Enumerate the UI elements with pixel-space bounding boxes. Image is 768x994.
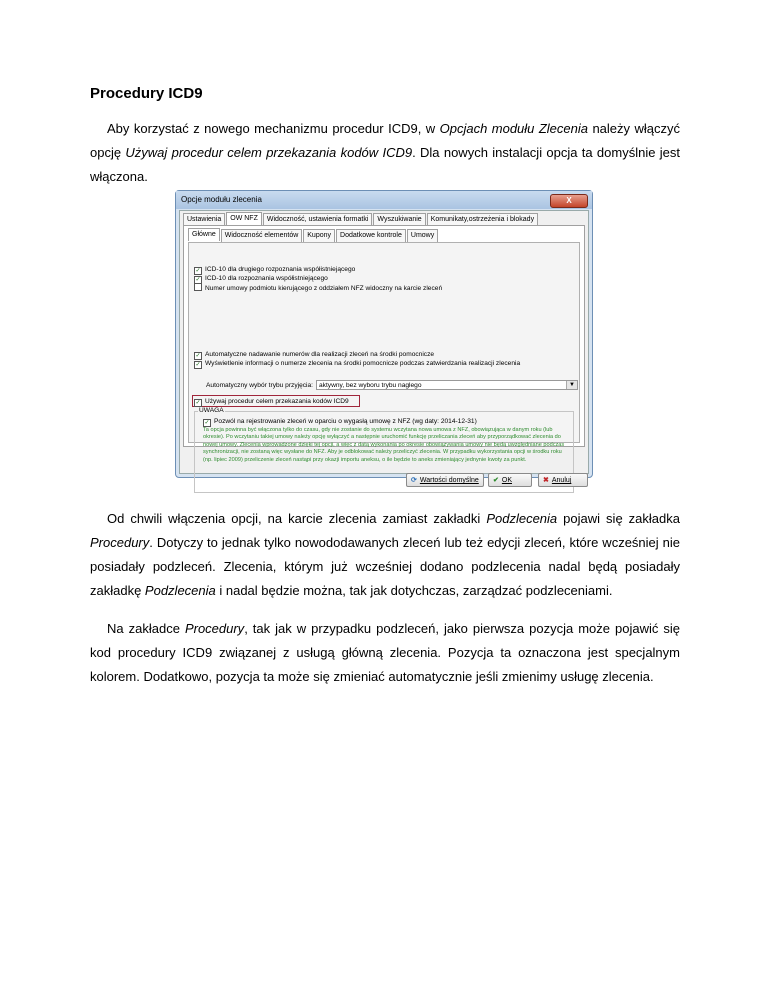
checkbox-label: Używaj procedur celem przekazania kodów ICD9 bbox=[205, 397, 349, 405]
cancel-button[interactable] bbox=[538, 473, 588, 487]
admission-mode-select[interactable] bbox=[316, 380, 578, 390]
text-run: należy włączyć opcję bbox=[90, 121, 680, 160]
subtab-dodatkowe-kontrole[interactable]: Dodatkowe kontrole bbox=[336, 229, 406, 242]
text-run: Aby korzystać z nowego mechanizmu procedur ICD9, w bbox=[107, 121, 440, 136]
ok-button[interactable] bbox=[488, 473, 532, 487]
italic-term: Używaj procedur celem przekazania kodów ICD9 bbox=[125, 145, 413, 160]
select-value: aktywny, bez wyboru trybu naglego bbox=[319, 382, 422, 389]
checkbox-box[interactable]: ✓ bbox=[195, 399, 201, 406]
checkbox-label: Pozwól na rejestrowanie zleceń w oparciu o wygasłą umowę z NFZ (wg daty: 2014-12-31) bbox=[214, 418, 477, 425]
italic-term: Opcjach modułu Zlecenia bbox=[439, 121, 588, 136]
text-run: Od chwili włączenia opcji, na karcie zlecenia zamiast zakładki bbox=[107, 511, 487, 526]
defaults-button[interactable] bbox=[406, 473, 484, 487]
checkbox-box[interactable]: ✓ bbox=[195, 277, 201, 283]
checkbox-show-order-number[interactable] bbox=[194, 359, 520, 368]
checkbox-icd10[interactable] bbox=[194, 274, 328, 283]
italic-term: Podzlecenia bbox=[486, 511, 558, 526]
subtab-umowy[interactable]: Umowy bbox=[407, 229, 438, 242]
subtab-kupony[interactable]: Kupony bbox=[303, 229, 335, 242]
warning-title: UWAGA bbox=[199, 407, 224, 414]
checkbox-box[interactable]: ✓ bbox=[195, 268, 201, 274]
admission-mode-label: Automatyczny wybór trybu przyjęcia: bbox=[206, 382, 314, 389]
paragraph-intro bbox=[90, 117, 680, 189]
subtab-panel bbox=[188, 242, 580, 463]
checkbox-box[interactable]: ✓ bbox=[195, 362, 201, 368]
tab-ow-nfz[interactable]: OW NFZ bbox=[226, 212, 262, 225]
refresh-icon: ⟳ bbox=[411, 477, 417, 484]
checkbox-label: Automatyczne nadawanie numerów dla realizacji zleceń na środki pomocnicze bbox=[205, 351, 435, 358]
checkbox-expired-contract[interactable] bbox=[203, 417, 477, 427]
text-run: i nadal będzie można, tak jak dotychczas, zarządzać podzleceniami. bbox=[215, 583, 613, 598]
close-icon[interactable]: X bbox=[550, 194, 588, 208]
dialog-title: Opcje modułu zlecenia bbox=[176, 191, 592, 209]
text-run: pojawi się zakładka bbox=[557, 511, 680, 526]
checkbox-use-icd9[interactable] bbox=[194, 397, 349, 406]
subtab-widocznosc-elementow[interactable]: Widoczność elementów bbox=[221, 229, 303, 242]
tab-komunikaty[interactable]: Komunikaty,ostrzeżenia i blokady bbox=[427, 213, 538, 226]
check-icon: ✔ bbox=[493, 477, 499, 484]
chevron-down-icon[interactable]: ▼ bbox=[566, 381, 577, 389]
text-run: Na zakładce bbox=[107, 621, 185, 636]
dialog-body bbox=[179, 210, 589, 484]
options-dialog bbox=[175, 190, 593, 484]
text-run: , tak jak w przypadku podzleceń, jako pierwsza pozycja może pojawić się kod procedury ICD9 związanej z usługą główną zlecenia. Pozycja ta oznaczona jest specjalnym kolorem. Dodatkowo, pozycja ta może się zmieniać automatycznie jeśli zmienimy usługę zlecenia. bbox=[90, 621, 680, 684]
checkbox-auto-numbering[interactable] bbox=[194, 350, 434, 359]
paragraph-tab-change bbox=[90, 507, 680, 603]
checkbox-label: ICD-10 dla drugiego rozpoznania współistniejącego bbox=[205, 266, 356, 273]
cross-icon: ✖ bbox=[543, 477, 549, 484]
italic-term: Procedury bbox=[90, 535, 150, 550]
checkbox-contract-number[interactable] bbox=[194, 283, 442, 292]
warning-text: Ta opcja powinna być włączona tylko do czasu, gdy nie zostanie do systemu wczytana nowa umowa z NFZ, obowiązująca w danym roku (lub okresie). Po wczytaniu takiej umowy należy opcję wyłączyć a następnie uruchomić funkcję przeliczania zleceń aby przyporządkować zlecenia do nowej umowy. Zlecenia wprowadzone dzięki tej opcji, a więc z datą wykonania po okresie obowiązywania umowy nie będą uwzględniane podczas synchronizacji, nie zostaną więc wysłane do NFZ. Aby je odblokować należy przeliczyć zlecenia. W przypadku wykorzystania opcji w środku roku (np. lipiec 2009) przeliczenie zleceń nastąpi przy okazji importu aneksu, o ile będzie to aneks zmieniający jednynie kwoty za punkt. bbox=[203, 427, 565, 463]
tab-widocznosc[interactable]: Widoczność, ustawienia formatki bbox=[263, 213, 373, 226]
text-run: . Dotyczy to jednak tylko nowododawanych zleceń lub też edycji zleceń, które wcześniej nie posiadały podzleceń. Zlecenia, którym już wcześniej dodano podzlecenia nadal będą posiadały zakładkę bbox=[90, 535, 680, 598]
checkbox-box[interactable]: ✓ bbox=[204, 420, 210, 426]
page-title: Procedury ICD9 bbox=[90, 85, 203, 102]
tab-wyszukiwanie[interactable]: Wyszukiwanie bbox=[373, 213, 425, 226]
italic-term: Podzlecenia bbox=[144, 583, 216, 598]
checkbox-label: Numer umowy podmiotu kierującego z oddziałem NFZ widoczny na karcie zleceń bbox=[205, 285, 443, 292]
checkbox-box[interactable] bbox=[194, 283, 202, 291]
italic-term: Procedury bbox=[184, 621, 245, 636]
checkbox-label: ICD-10 dla rozpoznania współistniejącego bbox=[205, 275, 328, 282]
button-label: Anuluj bbox=[551, 477, 572, 484]
subtab-glowne[interactable]: Główne bbox=[188, 228, 220, 241]
tab-panel bbox=[183, 225, 585, 463]
paragraph-procedures-tab bbox=[90, 617, 680, 689]
button-label: Wartości domyślne bbox=[419, 477, 479, 484]
checkbox-label: Wyświetlenie informacji o numerze zlecenia na środki pomocnicze podczas zatwierdzania realizacji zlecenia bbox=[205, 360, 521, 367]
button-label: OK bbox=[501, 477, 512, 484]
sub-tabs bbox=[188, 229, 439, 242]
text-run: . Dla nowych instalacji opcja ta domyślnie jest włączona. bbox=[90, 145, 680, 184]
tab-ustawienia[interactable]: Ustawienia bbox=[183, 213, 225, 226]
checkbox-box[interactable]: ✓ bbox=[195, 353, 201, 359]
checkbox-icd10-second[interactable] bbox=[194, 265, 355, 274]
